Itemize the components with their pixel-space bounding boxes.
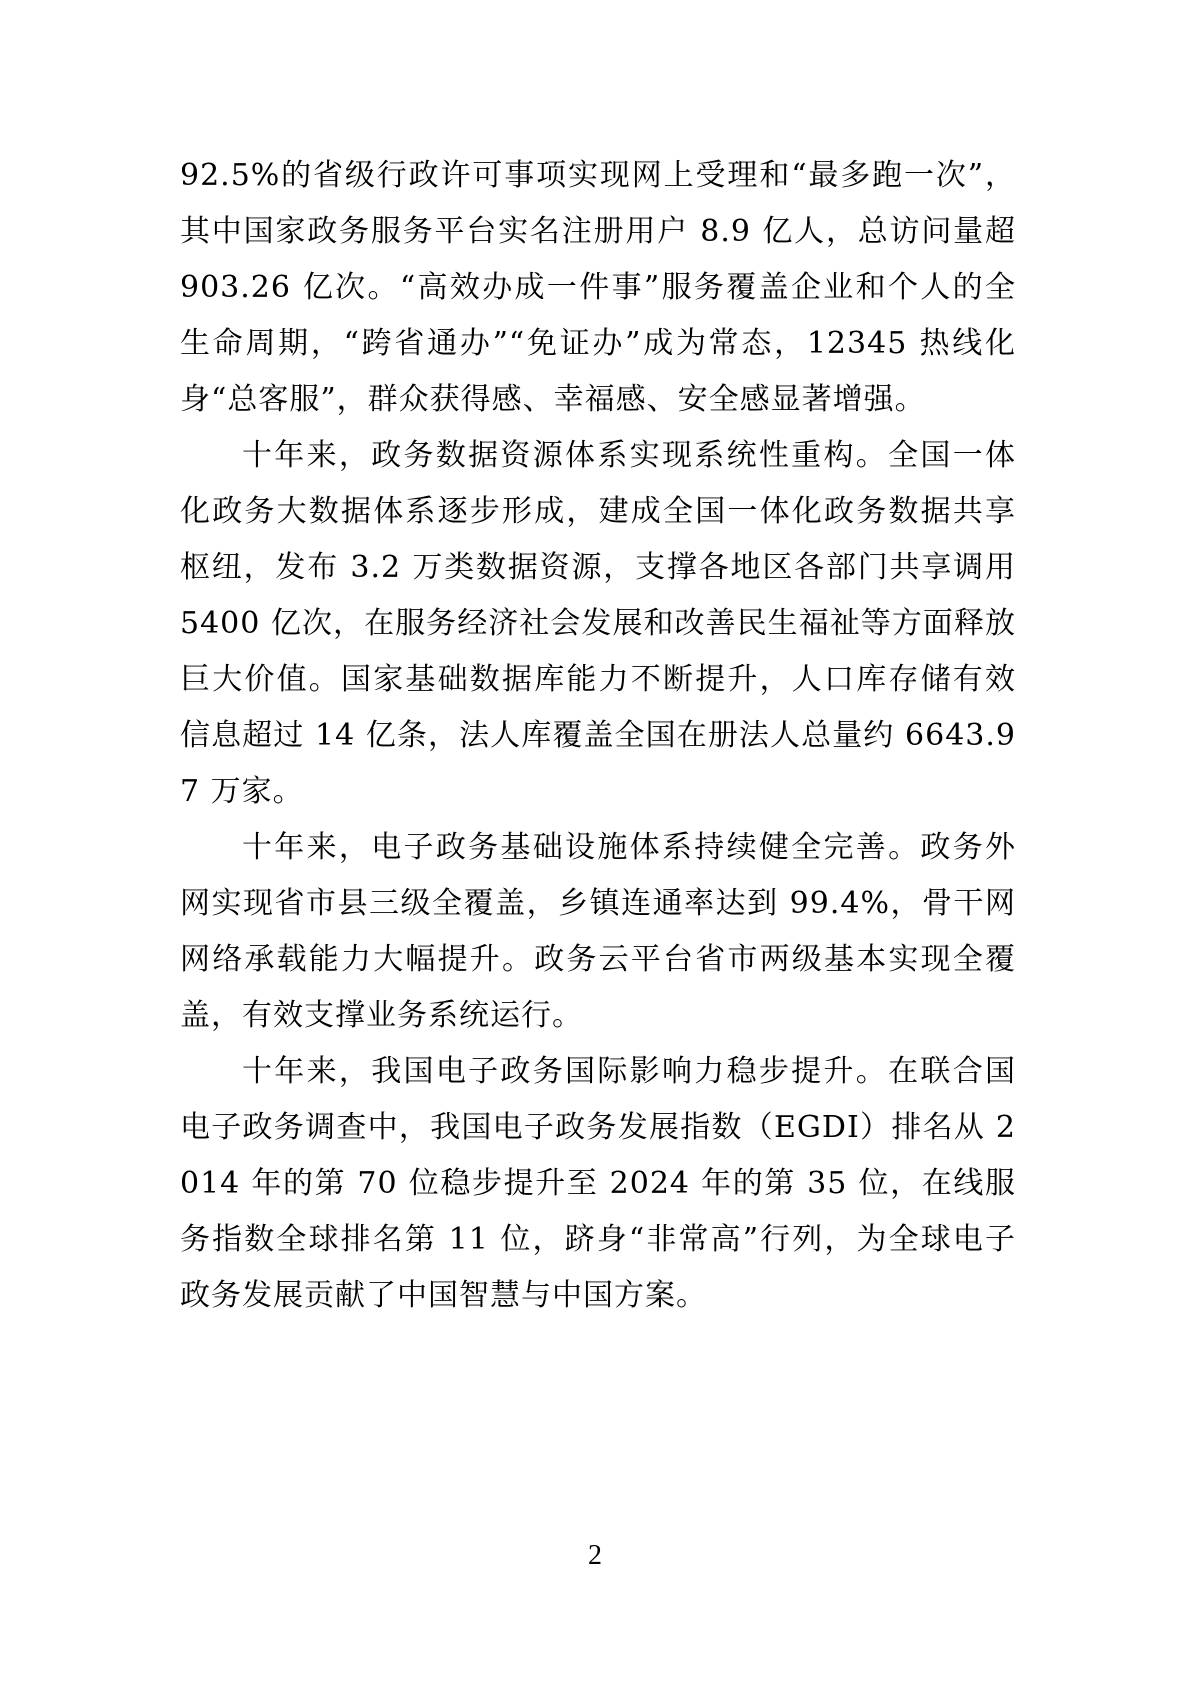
page-number: 2 [588, 1540, 602, 1571]
document-body [180, 148, 1027, 1324]
paragraph-continued-service-stats: 92.5%的省级行政许可事项实现网上受理和“最多跑一次”，其中国家政务服务平台实名注册用户 8.9 亿人，总访问量超 903.26 亿次。“高效办成一件事”服务覆盖企业和个人的全生命周期，“跨省通办”“免证办”成为常态，12345 热线化身“总客服”，群众获得感、幸福感、安全感显著增强。 [180, 158, 1027, 417]
paragraph-data-resources: 十年来，政务数据资源体系实现系统性重构。全国一体化政务大数据体系逐步形成，建成全国一体化政务数据共享枢纽，发布 3.2 万类数据资源，支撑各地区各部门共享调用 5400 亿次，在服务经济社会发展和改善民生福祉等方面释放巨大价值。国家基础数据库能力不断提升，人口库存储有效信息超过 14 亿条，法人库覆盖全国在册法人总量约 6643.97 万家。 [180, 438, 1027, 809]
paragraph-international-influence: 十年来，我国电子政务国际影响力稳步提升。在联合国电子政务调查中，我国电子政务发展指数（EGDI）排名从 2014 年的第 70 位稳步提升至 2024 年的第 35 位，在线服务指数全球排名第 11 位，跻身“非常高”行列，为全球电子政务发展贡献了中国智慧与中国方案。 [180, 1054, 1016, 1313]
paragraph-infrastructure: 十年来，电子政务基础设施体系持续健全完善。政务外网实现省市县三级全覆盖，乡镇连通率达到 99.4%，骨干网网络承载能力大幅提升。政务云平台省市两级基本实现全覆盖，有效支撑业务系统运行。 [180, 830, 1016, 1033]
